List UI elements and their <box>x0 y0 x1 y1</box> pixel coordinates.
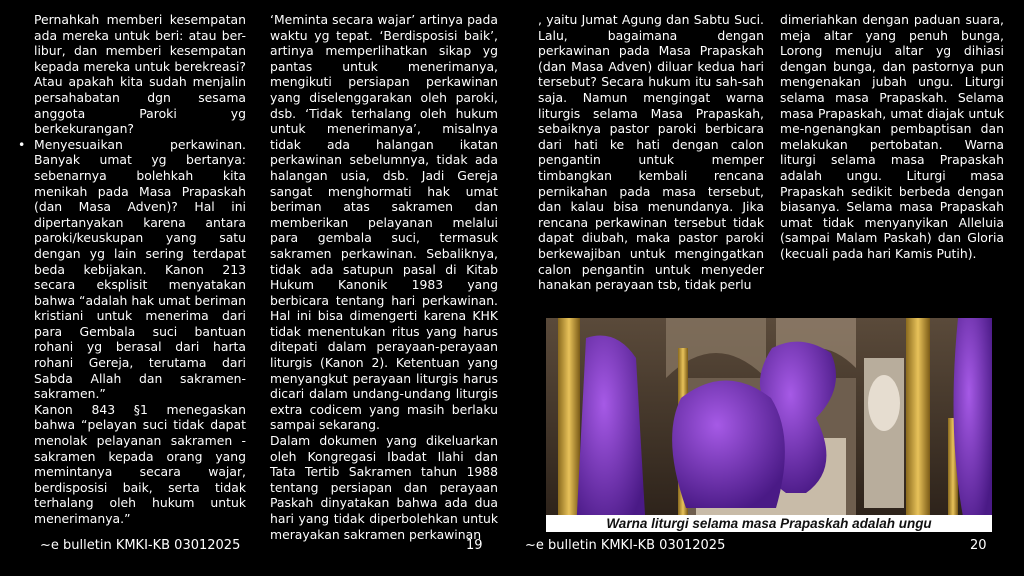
para-dokumen: Dalam dokumen yang dikeluarkan oleh Kongregasi Ibadat Ilahi dan Tata Tertib Sakramen tahun 1988 tentang persiapan dan perayaan Paskah dinyatakan bahwa ada dua hari yang tidak diperbolehkan untuk merayakan sakramen perkawinan <box>270 433 498 542</box>
bullet-marker: • <box>18 136 26 152</box>
column-3 <box>538 12 764 293</box>
footer-bulletin-left: ~e bulletin KMKI-KB 03012025 <box>40 538 241 553</box>
photo-caption: Warna liturgi selama masa Prapaskah adalah ungu <box>546 515 992 532</box>
para-jumat-agung: , yaitu Jumat Agung dan Sabtu Suci. Lalu, bagaimana dengan perkawinan pada Masa Prapaskah (dan Masa Adven) diluar kedua hari tersebut? Secara hukum itu sah-sah saja. Namun mengingat warna liturgis selama Masa Prapaskah, sebaiknya pastor paroki berbicara dari hati ke hati dengan calon pengantin untuk memper timbangkan kembali rencana pernikahan pada masa tersebut, dan kalau bisa menundanya. Jika rencana perkawinan tersebut tidak dapat diubah, maka pastor paroki berkewajiban untuk mengingatkan calon pengantin untuk menyeder hanakan perayaan tsb, tidak perlu <box>538 12 764 293</box>
para-disposisi: ‘Meminta secara wajar’ artinya pada waktu yg tepat. ‘Berdisposisi baik’, artinya memperlihatkan sikap yg pantas untuk menerimanya, mengikuti persiapan perkawinan yang diselenggarakan oleh paroki, dsb. ‘Tidak terhalang oleh hukum untuk menerimanya’, misalnya tidak ada halangan ikatan perkawinan sebelumnya, tidak ada halangan usia, dsb. Jadi Gereja sangat menghormati hak umat beriman atas sakramen dan memberikan pelayanan melalui para gembala suci, termasuk sakramen perkawinan. Sebaliknya, tidak ada satupun pasal di Kitab Hukum Kanonik 1983 yang berbicara tentang hari perkawinan. Hal ini bisa dimengerti karena KHK tidak menentukan ritus yang harus ditepati dalam perayaan-perayaan liturgis (Kanon 2). Ketentuan yang menyangkut perayaan liturgis harus dicari dalam undang-undang liturgis extra codicem yang masih berlaku sampai sekarang. <box>270 12 498 433</box>
column-4 <box>780 12 1004 262</box>
column-1 <box>18 12 246 527</box>
column-2 <box>270 12 498 542</box>
page-number-left: 19 <box>466 538 483 553</box>
para-liturgi: dimeriahkan dengan paduan suara, meja altar yang penuh bunga, Lorong menuju altar yg dihiasi dengan bunga, dan pastornya pun mengenakan jubah ungu. Liturgi selama masa Prapaskah. Selama masa Prapaskah, umat diajak untuk me-ngenangkan pembaptisan dan melakukan pertobatan. Warna liturgi selama masa Prapaskah adalah ungu. Liturgi masa Prapaskah sedikit berbeda dengan biasanya. Selama masa Prapaskah umat tidak menyanyikan Alleluia (sampai Malam Paskah) dan Gloria (kecuali pada hari Kamis Putih). <box>780 12 1004 261</box>
altar-photo <box>546 318 992 532</box>
para-bullet-text: Menyesuaikan perkawinan. Banyak umat yg bertanya: sebenarnya bolehkah kita menikah pada Masa Prapaskah (dan Masa Adven)? Hal ini dipertanyakan karena antara paroki/keuskupan yang satu dengan yg lain sering terdapat beda kebijakan. Kanon 213 secara eksplisit menyatakan bahwa “adalah hak umat beriman kristiani untuk menerima dari para Gembala suci bantuan rohani yg berasal dari harta rohani Gereja, terutama dari Sabda Allah dan sakramen-sakramen.” <box>34 136 246 402</box>
para-bullet-item <box>18 136 246 402</box>
para-intro: Pernahkah memberi kesempatan ada mereka untuk beri: atau ber-libur, dan memberi kesempatan kepada mereka untuk berekreasi? Atau apakah kita sudah menjalin persahabatan dgn sesama anggota Paroki yg berkekurangan? <box>34 12 246 137</box>
altar-image <box>546 318 992 532</box>
para-kanon: Kanon 843 §1 menegaskan bahwa “pelayan suci tidak dapat menolak pelayanan sakramen - sakramen kepada orang yang memintanya secara wajar, berdisposisi baik, serta tidak terhalang oleh hukum untuk menerimanya.” <box>34 401 246 526</box>
page-number-right: 20 <box>970 538 987 553</box>
footer-bulletin-right: ~e bulletin KMKI-KB 03012025 <box>525 538 726 553</box>
